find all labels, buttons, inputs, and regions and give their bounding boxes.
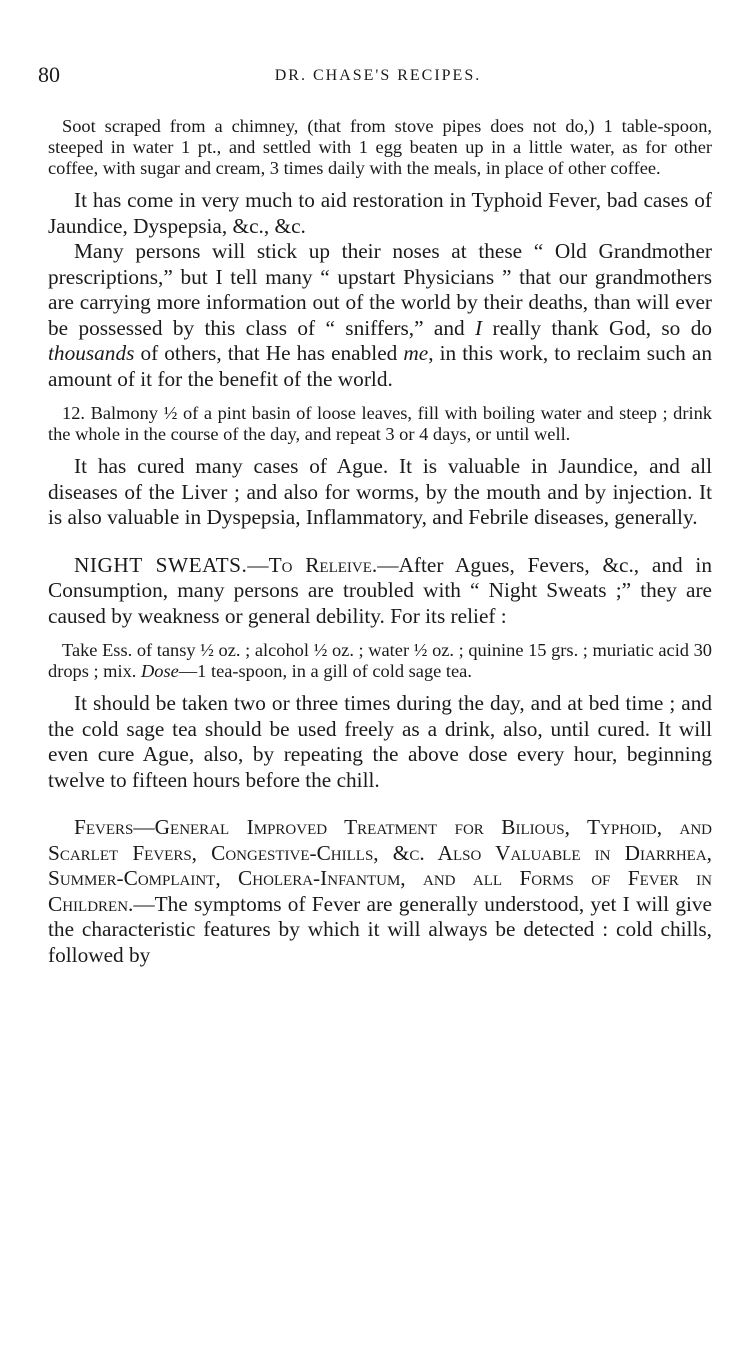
text-run: After Agues, Fevers, &c., and in Consumption, many persons are troubled with “ Night Sweats ;” they are caused by weakness or general debility. For its relief :: [48, 552, 712, 628]
paragraph-ague: It has cured many cases of Ague. It is valuable in Jaundice, and all diseases of the Liver ; and also for worms, by the mouth and by injection. It is also valuable in Dyspepsia, Inflammatory, and Febrile diseases, generally.: [48, 454, 712, 529]
emphasis-i: I: [475, 315, 483, 340]
text-run: Many persons will stick up their noses at these “ Old Grandmother prescriptions,” but I tell many “ upstart Physicians ” that our grandmothers are carrying more information out of the world by their deaths, than will ever be possessed by this class of “ sniffers,” and: [48, 239, 712, 340]
page-number: 80: [38, 62, 60, 87]
text-run: —The symptoms of Fever are generally understood, yet I will give the characteristic features by which it will always be detected : cold chills, followed by: [48, 891, 712, 967]
text-run: , in this work, to reclaim such an amount of it for the benefit of the world.: [48, 341, 712, 391]
paragraph-night-sweats: [48, 553, 712, 630]
emphasis-thousands: thousands: [48, 341, 135, 365]
paragraph-typhoid: It has come in very much to aid restoration in Typhoid Fever, bad cases of Jaundice, Dyspepsia, &c., &c.: [48, 188, 712, 238]
page-body: [48, 116, 712, 968]
paragraph-tansy-recipe: [48, 640, 712, 682]
text-run: —1 tea-spoon, in a gill of cold sage tea.: [178, 661, 472, 681]
page-header: [38, 62, 718, 92]
recipe-subtitle: —To Releive.—: [247, 552, 399, 577]
paragraph-sage-tea: It should be taken two or three times during the day, and at bed time ; and the cold sage tea should be used freely as a drink, also, until cured. It will even cure Ague, also, by repeating the above dose every hour, beginning twelve to fifteen hours before the chill.: [48, 691, 712, 792]
section-heading-fevers: Fevers—General Improved Treatment for Bilious, Typhoid, and Scarlet Fevers, Congestive-Chills, &c. Also Valuable in Diarrhea, Summer-Complaint, Cholera-Infantum, and all Forms of Fever in Children.: [48, 815, 712, 916]
text-run: really thank God, so do: [482, 315, 712, 340]
text-run: of others, that He has enabled: [134, 341, 404, 365]
text-run: Take Ess. of tansy ½ oz. ; alcohol ½ oz. ; water ½ oz. ; quinine 15 grs. ; muriatic acid 30 drops ; mix.: [48, 640, 712, 681]
paragraph-coffee-recipe: Soot scraped from a chimney, (that from stove pipes does not do,) 1 table-spoon, steeped in water 1 pt., and settled with 1 egg beaten up in a little water, as for other coffee, with sugar and cream, 3 times daily with the meals, in place of other coffee.: [48, 116, 712, 178]
recipe-title: NIGHT SWEATS.: [74, 552, 248, 577]
paragraph-fevers: [48, 815, 712, 968]
running-head: DR. CHASE'S RECIPES.: [274, 67, 482, 84]
emphasis-me: me: [403, 341, 429, 365]
paragraph-balmony-recipe: 12. Balmony ½ of a pint basin of loose leaves, fill with boiling water and steep ; drink the whole in the course of the day, and repeat 3 or 4 days, or until well.: [48, 403, 712, 444]
emphasis-dose: Dose: [140, 661, 179, 681]
paragraph-grandmother: [48, 239, 712, 392]
